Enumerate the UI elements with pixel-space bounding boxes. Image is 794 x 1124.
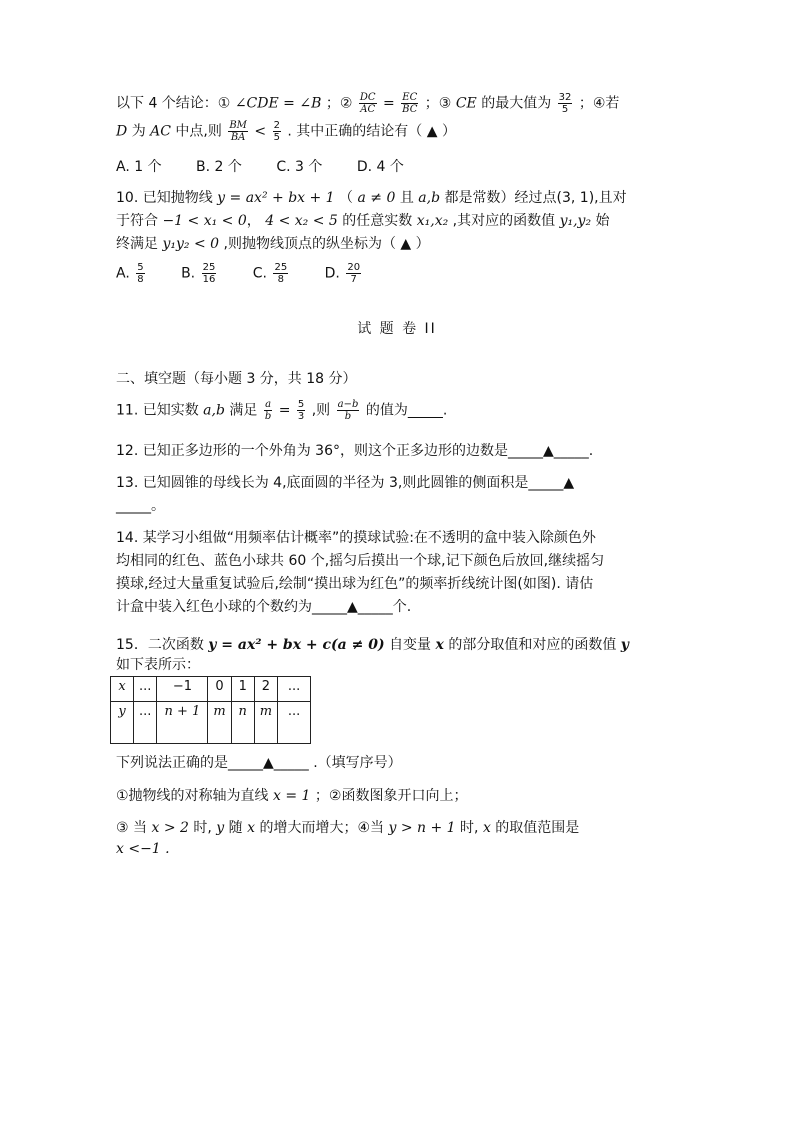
q15-line1: 15．二次函数 y = ax² + bx + c(a ≠ 0) 自变量 x 的部分取值和对应的函数值 y — [116, 637, 629, 653]
table-row: y ... n + 1 m n m ... — [111, 702, 311, 744]
fraction-amb-b: $\frac{a-b}{b}$ — [337, 399, 359, 422]
q14-line1: 14. 某学习小组做“用频率估计概率”的摸球试验:在不透明的盒中装入除颜色外 — [116, 530, 596, 546]
q9-option-d: D. 4 个 — [356, 159, 404, 175]
q14-line2: 均相同的红色、蓝色小球共 60 个,摇匀后摸出一个球,记下颜色后放回,继续摇匀 — [116, 553, 605, 569]
q10-line1: 10. 已知抛物线 y = ax² + bx + 1 （ a ≠ 0 且 a,b 都是常数）经过点(3, 1),且对 — [116, 190, 627, 206]
q10-option-d: D. $\frac{20}{7}$ — [324, 262, 361, 285]
fraction-bm-ba: $\frac{BM}{BA}$ — [229, 120, 247, 143]
q14-line4: 计盒中装入红色小球的个数约为_____▲_____个. — [116, 599, 412, 615]
q10-option-a: A. $\frac{5}{8}$ — [116, 262, 144, 285]
q15-prompt: 下列说法正确的是_____▲_____ .（填写序号） — [116, 755, 402, 771]
q9-option-a: A. 1 个 — [116, 159, 162, 175]
q10-option-b: B. $\frac{25}{16}$ — [181, 262, 216, 285]
q15-statement-1-2: ①抛物线的对称轴为直线 x = 1 ；②函数图象开口向上； — [116, 788, 468, 804]
q15-line2: 如下表所示： — [116, 657, 200, 673]
q9-conclusions-line1: 以下 4 个结论：① ∠CDE = ∠B ；② $\frac{DC}{AC}$ = $\frac{EC}{BC}$ ；③ CE 的最大值为 $\frac{32}{5}$ ；④若 — [116, 92, 620, 115]
fraction-2-5: $\frac{2}{5}$ — [273, 120, 280, 143]
fraction-ec-bc: $\frac{EC}{BC}$ — [402, 92, 418, 115]
fraction-32-5: $\frac{32}{5}$ — [558, 92, 572, 115]
table-row: x ... −1 0 1 2 ... — [111, 677, 311, 702]
q13-line1: 13. 已知圆锥的母线长为 4,底面圆的半径为 3,则此圆锥的侧面积是_____▲ — [116, 475, 575, 491]
q13-line2: _____。 — [116, 498, 165, 514]
q9-option-b: B. 2 个 — [196, 159, 242, 175]
fraction-dc-ac: $\frac{DC}{AC}$ — [359, 92, 376, 115]
q15-statement-4-tail: x <−1 . — [116, 841, 170, 857]
q15-statement-3-4: ③ 当 x > 2 时, y 随 x 的增大而增大；④当 y > n + 1 时, x 的取值范围是 — [116, 820, 580, 836]
q9-option-c: C. 3 个 — [276, 159, 323, 175]
section-title: 试 题 卷 II — [357, 321, 437, 337]
q10-option-c: C. $\frac{25}{8}$ — [252, 262, 288, 285]
q10-line2: 于符合 −1 < x₁ < 0， 4 < x₂ < 5 的任意实数 x₁,x₂ ,其对应的函数值 y₁,y₂ 始 — [116, 213, 610, 229]
section2-header: 二、填空题（每小题 3 分，共 18 分） — [116, 371, 357, 387]
q9-conclusions-line2: D 为 AC 中点,则 $\frac{BM}{BA}$ < $\frac{2}{5}$ . 其中正确的结论有（ ▲ ） — [116, 120, 456, 143]
q12: 12. 已知正多边形的一个外角为 36°，则这个正多边形的边数是_____▲_____. — [116, 443, 594, 459]
q10-line3: 终满足 y₁y₂ < 0 ,则抛物线顶点的纵坐标为（ ▲ ） — [116, 236, 430, 252]
q14-line3: 摸球,经过大量重复试验后,绘制“摸出球为红色”的频率折线统计图(如图). 请估 — [116, 576, 594, 592]
q10-options — [116, 262, 393, 285]
q9-options — [116, 156, 434, 178]
fraction-5-3: $\frac{5}{3}$ — [297, 399, 305, 422]
fraction-a-b: $\frac{a}{b}$ — [264, 399, 272, 422]
q11: 11. 已知实数 a,b 满足 $\frac{a}{b}$ = $\frac{5}{3}$ ,则 $\frac{a-b}{b}$ 的值为_____. — [116, 399, 448, 422]
q15-value-table — [110, 676, 311, 744]
